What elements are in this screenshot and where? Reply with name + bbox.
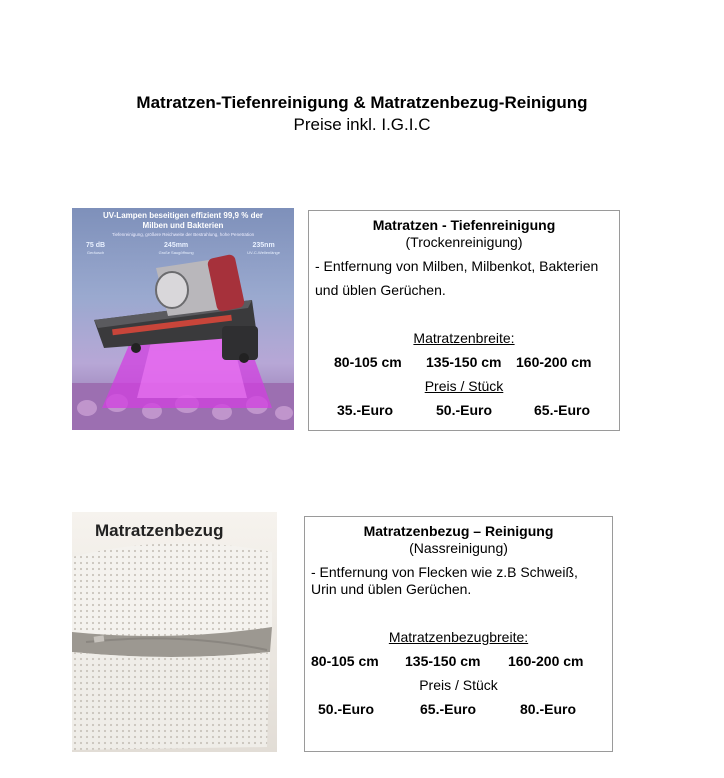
box-subtitle: (Nassreinigung) bbox=[409, 540, 508, 556]
box-title: Matratzen - Tiefenreinigung bbox=[372, 217, 556, 233]
width-label: Matratzenbreite: bbox=[413, 330, 515, 346]
page-title: Matratzen-Tiefenreinigung & Matratzenbezug-Reinigung bbox=[136, 93, 588, 112]
price-label: Preis / Stück bbox=[419, 677, 498, 693]
image-stat-wavelength: 235nm UV-C-Wellenlänge bbox=[247, 242, 280, 255]
price-160-200: 65.-Euro bbox=[534, 402, 591, 418]
price-135-150: 65.-Euro bbox=[420, 701, 477, 717]
size-135-150: 135-150 cm bbox=[426, 354, 502, 370]
mattress-cover-illustration bbox=[72, 512, 277, 752]
image-stat-opening: 245mm Große Saugöffnung bbox=[158, 242, 194, 255]
price-160-200: 80.-Euro bbox=[520, 701, 577, 717]
cover-cleaning-info-box bbox=[304, 516, 613, 752]
mattress-cover-photo bbox=[72, 512, 277, 752]
image-subline: Tiefenreinigung, größere Reichweite der Bestrahlung, hohe Penetration bbox=[111, 232, 255, 237]
size-80-105: 80-105 cm bbox=[311, 653, 379, 669]
image-headline-1: UV-Lampen beseitigen effizient 99,9 % der bbox=[102, 211, 264, 220]
size-80-105: 80-105 cm bbox=[334, 354, 402, 370]
size-160-200: 160-200 cm bbox=[508, 653, 584, 669]
width-label: Matratzenbezugbreite: bbox=[388, 629, 529, 645]
image-caption: Matratzenbezug bbox=[95, 521, 224, 540]
box-description-line-1: - Entfernung von Milben, Milbenkot, Bakterien bbox=[315, 258, 599, 274]
image-headline-2: Milben und Bakterien bbox=[142, 221, 224, 230]
size-160-200: 160-200 cm bbox=[516, 354, 592, 370]
price-80-105: 50.-Euro bbox=[318, 701, 375, 717]
price-135-150: 50.-Euro bbox=[436, 402, 493, 418]
box-title: Matratzenbezug – Reinigung bbox=[363, 523, 554, 539]
page-subtitle: Preise inkl. I.G.I.C bbox=[293, 115, 431, 134]
size-135-150: 135-150 cm bbox=[405, 653, 481, 669]
box-description-line-2: und üblen Gerüchen. bbox=[315, 282, 446, 298]
price-label: Preis / Stück bbox=[424, 378, 504, 394]
deep-cleaning-info-box bbox=[308, 210, 620, 431]
image-stat-noise: 75 dB Geräusch bbox=[86, 242, 106, 255]
uv-vacuum-photo bbox=[72, 208, 294, 430]
box-description-line-2: Urin und üblen Gerüchen. bbox=[311, 581, 472, 597]
box-description-line-1: - Entfernung von Flecken wie z.B Schweiß, bbox=[311, 564, 578, 580]
box-subtitle: (Trockenreinigung) bbox=[405, 234, 523, 250]
price-80-105: 35.-Euro bbox=[337, 402, 394, 418]
page-header bbox=[0, 92, 724, 136]
